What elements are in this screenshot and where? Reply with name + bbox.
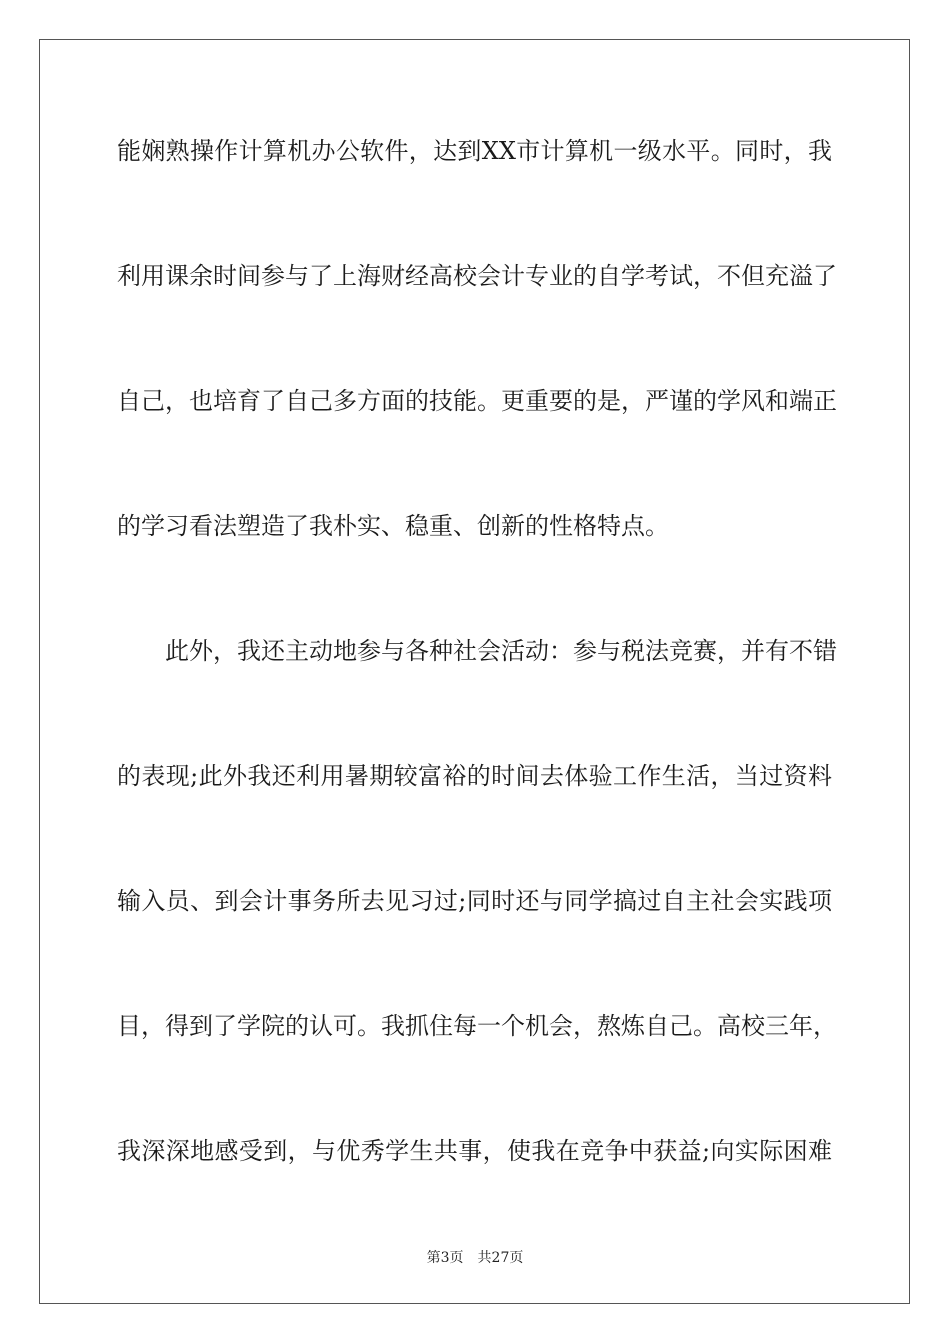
- page-border: [39, 39, 910, 1304]
- paragraph-first-line: 此外，我还主动地参与各种社会活动：参与税法竞赛，并有不错: [165, 637, 837, 665]
- total-pages-label: 共27页: [477, 1250, 524, 1266]
- body-text-line: 利用课余时间参与了上海财经高校会计专业的自学考试，不但充溢了: [117, 262, 837, 290]
- body-text-line: 自己，也培育了自己多方面的技能。更重要的是，严谨的学风和端正: [117, 387, 837, 415]
- current-page-label: 第3页: [426, 1250, 464, 1266]
- body-text-line: 我深深地感受到，与优秀学生共事，使我在竞争中获益;向实际困难: [117, 1137, 832, 1165]
- body-text-line: 的学习看法塑造了我朴实、稳重、创新的性格特点。: [117, 512, 669, 540]
- body-text-line: 目，得到了学院的认可。我抓住每一个机会，熬炼自己。高校三年，: [117, 1012, 837, 1040]
- body-text-line: 输入员、到会计事务所去见习过;同时还与同学搞过自主社会实践项: [117, 887, 832, 915]
- body-text-line: 的表现;此外我还利用暑期较富裕的时间去体验工作生活，当过资料: [117, 762, 832, 790]
- body-text-line: 能娴熟操作计算机办公软件，达到XX市计算机一级水平。同时，我: [117, 137, 832, 165]
- page-number-footer: [0, 1249, 950, 1267]
